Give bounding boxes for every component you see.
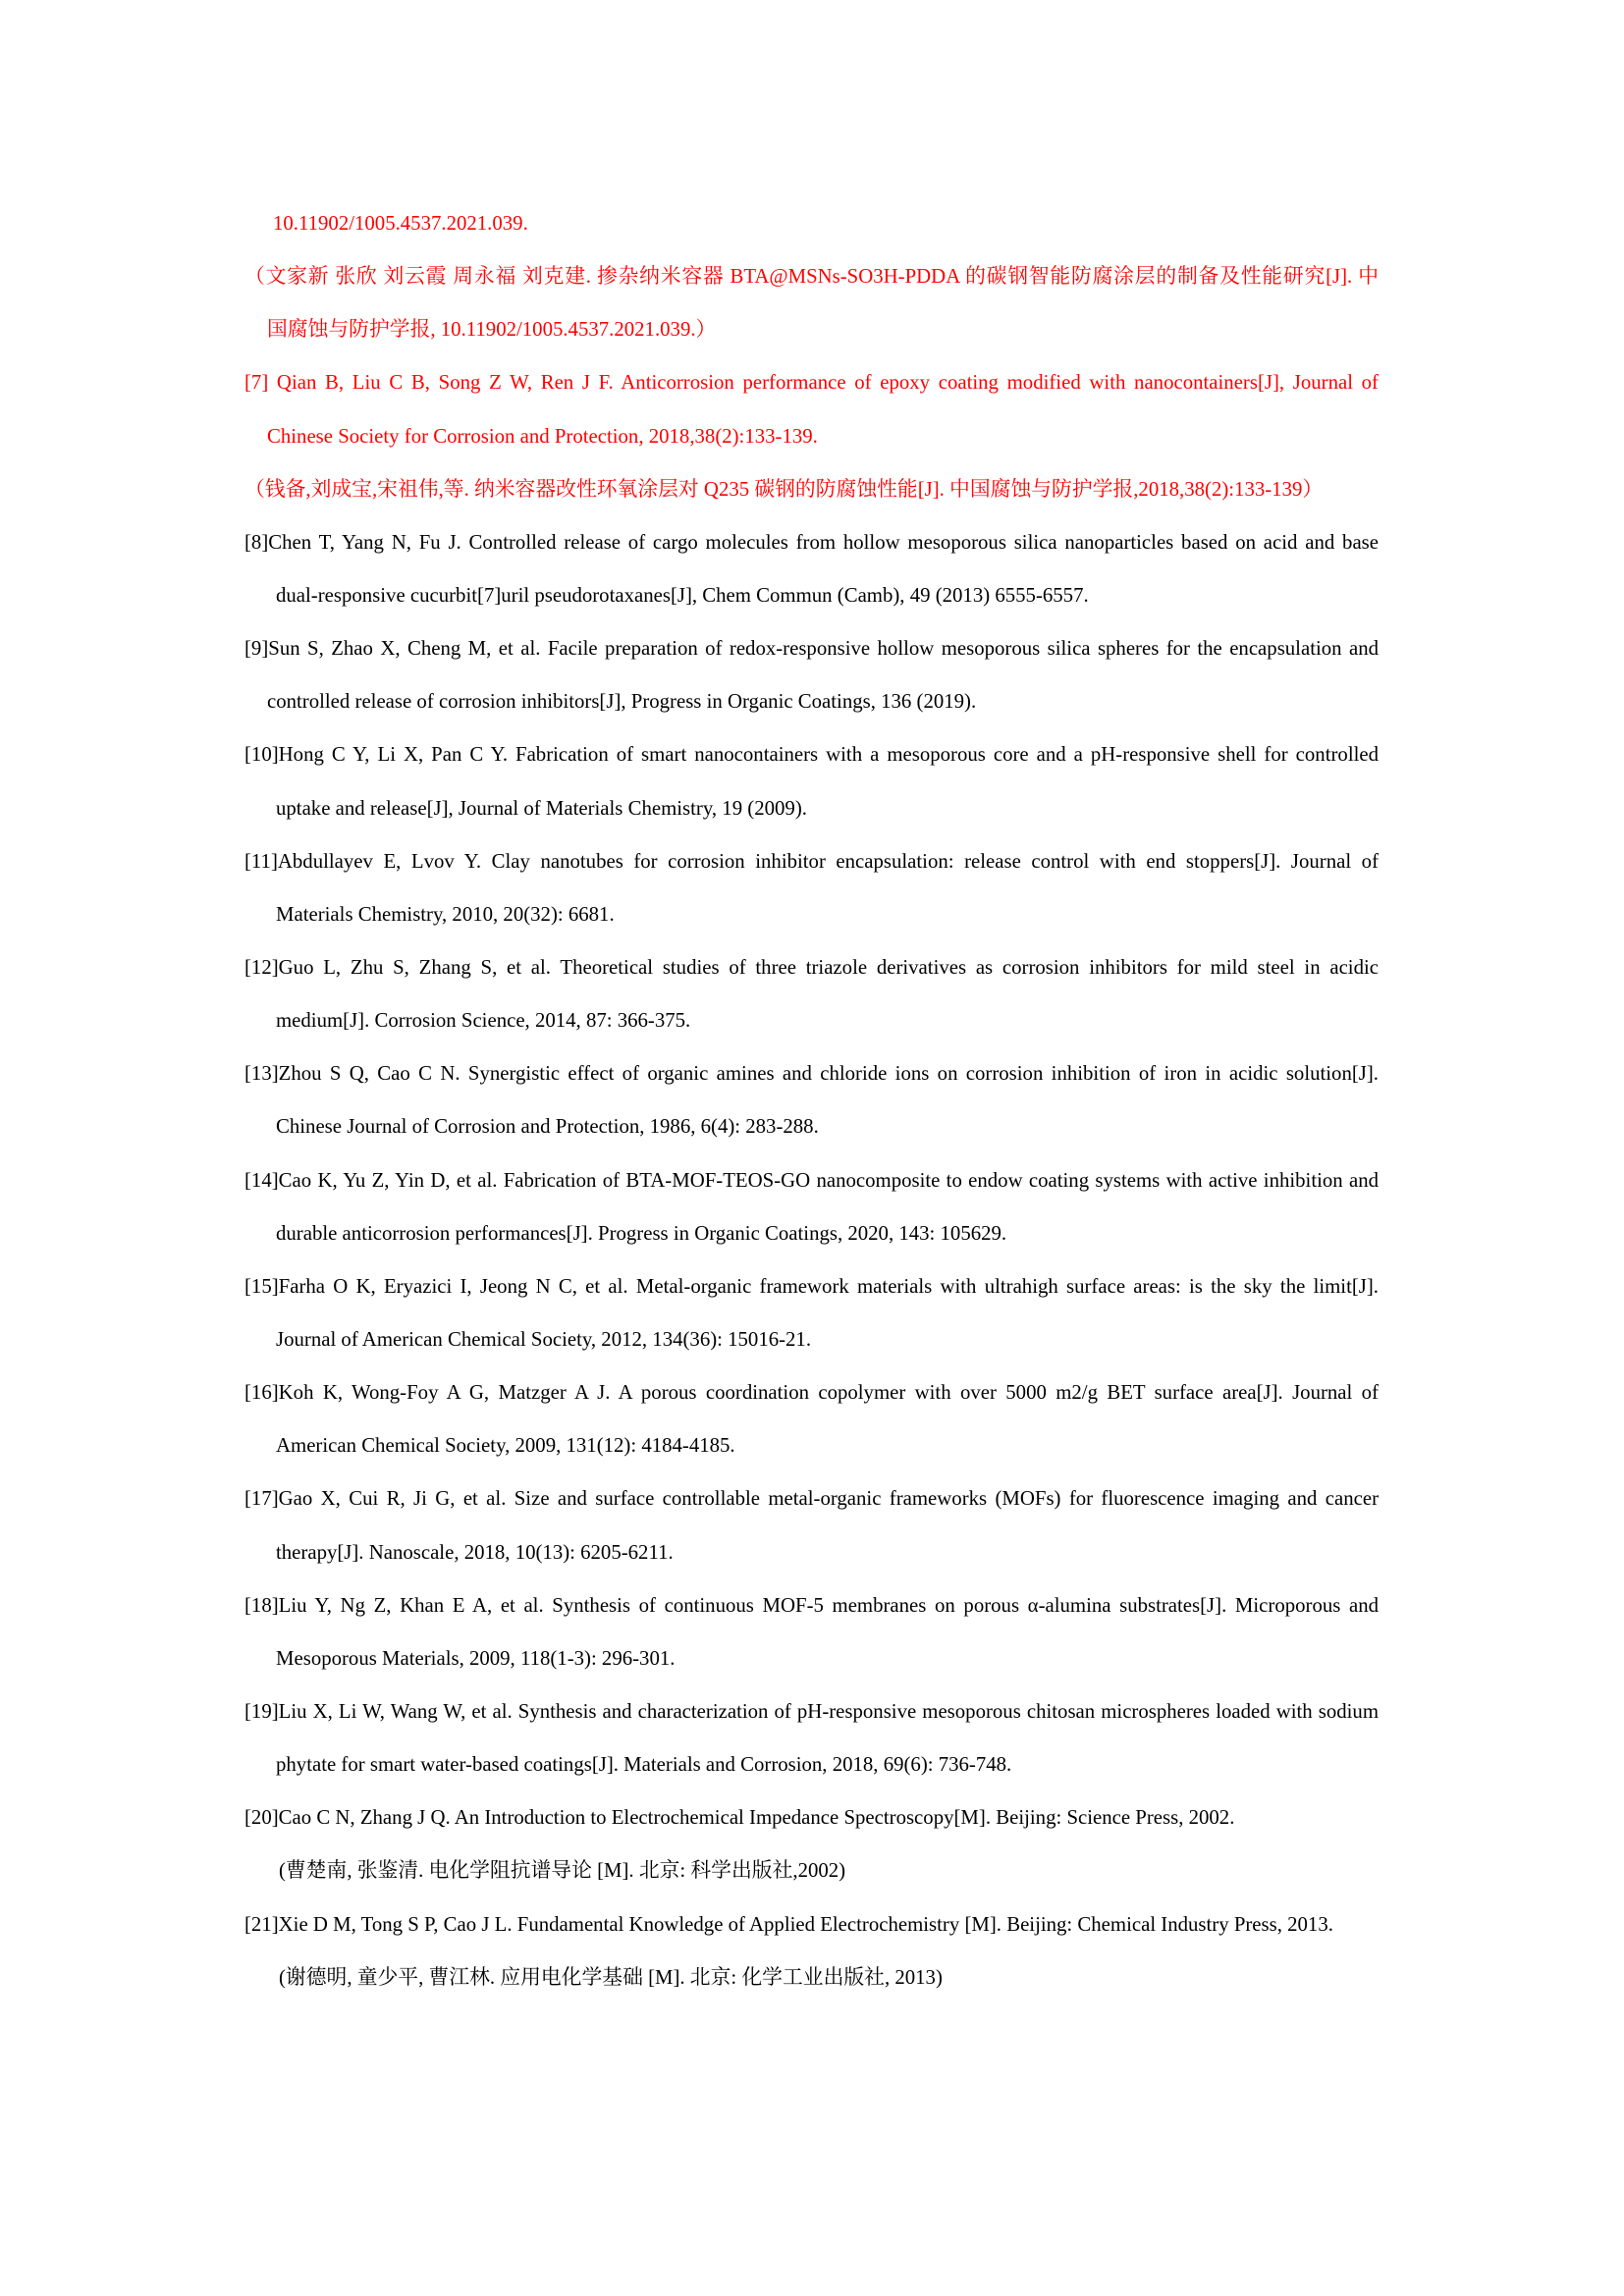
reference-line: [13]Zhou S Q, Cao C N. Synergistic effect of organic amines and chloride ions on corrosion inhibition of iron in acidic solution[J].	[244, 1062, 1379, 1086]
reference-list	[244, 197, 1379, 2004]
reference-entry-11	[244, 835, 1379, 941]
reference-line: durable anticorrosion performances[J]. Progress in Organic Coatings, 2020, 143: 105629.	[276, 1221, 1007, 1245]
reference-line: Journal of American Chemical Society, 2012, 134(36): 15016-21.	[276, 1327, 812, 1351]
reference-line: dual-responsive cucurbit[7]uril pseudorotaxanes[J], Chem Commun (Camb), 49 (2013) 6555-6557.	[276, 583, 1089, 607]
reference-entry-13	[244, 1047, 1379, 1153]
reference-entry-8	[244, 516, 1379, 622]
reference-line: [19]Liu X, Li W, Wang W, et al. Synthesis and characterization of pH-responsive mesoporous chitosan microspheres loaded with sodium	[244, 1699, 1379, 1723]
reference-line: [10]Hong C Y, Li X, Pan C Y. Fabrication of smart nanocontainers with a mesoporous core and a pH-responsive shell for controlled	[244, 743, 1379, 767]
reference-line: [12]Guo L, Zhu S, Zhang S, et al. Theoretical studies of three triazole derivatives as corrosion inhibitors for mild steel in acidic	[244, 955, 1379, 979]
reference-line: controlled release of corrosion inhibitors[J], Progress in Organic Coatings, 136 (2019).	[267, 690, 977, 714]
reference-line: Materials Chemistry, 2010, 20(32): 6681.	[276, 902, 615, 926]
reference-entry-14	[244, 1154, 1379, 1260]
reference-line: [15]Farha O K, Eryazici I, Jeong N C, et al. Metal-organic framework materials with ultrahigh surface areas: is the sky the limit[J].	[244, 1274, 1379, 1298]
reference-entry-12	[244, 941, 1379, 1047]
reference-entry-15	[244, 1260, 1379, 1366]
reference-entry-16	[244, 1366, 1379, 1472]
reference-line: Chinese Society for Corrosion and Protection, 2018,38(2):133-139.	[267, 424, 818, 448]
reference-line: [7] Qian B, Liu C B, Song Z W, Ren J F. Anticorrosion performance of epoxy coating modified with nanocontainers[J], Journal of	[244, 371, 1379, 395]
reference-entry-6-continued	[244, 197, 1379, 356]
reference-translation-line: (谢德明, 童少平, 曹江林. 应用电化学基础 [M]. 北京: 化学工业出版社, 2013)	[279, 1965, 943, 1989]
reference-line: [11]Abdullayev E, Lvov Y. Clay nanotubes for corrosion inhibitor encapsulation: release control with end stoppers[J]. Journal of	[244, 849, 1379, 873]
reference-entry-9	[244, 622, 1379, 728]
reference-translation-line: 国腐蚀与防护学报, 10.11902/1005.4537.2021.039.）	[267, 318, 717, 342]
reference-line: [8]Chen T, Yang N, Fu J. Controlled release of cargo molecules from hollow mesoporous silica nanoparticles based on acid and base	[244, 530, 1379, 554]
reference-line: American Chemical Society, 2009, 131(12): 4184-4185.	[276, 1434, 735, 1458]
reference-line: [18]Liu Y, Ng Z, Khan E A, et al. Synthesis of continuous MOF-5 membranes on porous α-alumina substrates[J]. Microporous and	[244, 1593, 1379, 1617]
reference-line: uptake and release[J], Journal of Materials Chemistry, 19 (2009).	[276, 796, 807, 820]
reference-line: therapy[J]. Nanoscale, 2018, 10(13): 6205-6211.	[276, 1540, 674, 1564]
reference-line: [16]Koh K, Wong-Foy A G, Matzger A J. A porous coordination copolymer with over 5000 m2/g BET surface area[J]. Journal of	[244, 1381, 1379, 1405]
reference-entry-18	[244, 1579, 1379, 1685]
reference-entry-7	[244, 356, 1379, 515]
reference-translation-line: （钱备,刘成宝,宋祖伟,等. 纳米容器改性环氧涂层对 Q235 碳钢的防腐蚀性能[J]. 中国腐蚀与防护学报,2018,38(2):133-139）	[244, 477, 1324, 501]
reference-translation-line: (曹楚南, 张鉴清. 电化学阻抗谱导论 [M]. 北京: 科学出版社,2002)	[279, 1859, 846, 1883]
reference-translation-line: （文家新 张欣 刘云霞 周永福 刘克建. 掺杂纳米容器 BTA@MSNs-SO3H-PDDA 的碳钢智能防腐涂层的制备及性能研究[J]. 中	[244, 265, 1379, 289]
reference-entry-20	[244, 1791, 1379, 1897]
reference-line: phytate for smart water-based coatings[J]. Materials and Corrosion, 2018, 69(6): 736-748.	[276, 1753, 1012, 1777]
reference-line: [14]Cao K, Yu Z, Yin D, et al. Fabrication of BTA-MOF-TEOS-GO nanocomposite to endow coating systems with active inhibition and	[244, 1168, 1379, 1192]
reference-entry-10	[244, 728, 1379, 834]
reference-line: [21]Xie D M, Tong S P, Cao J L. Fundamental Knowledge of Applied Electrochemistry [M]. Beijing: Chemical Industry Press, 2013.	[244, 1912, 1333, 1936]
reference-line: 10.11902/1005.4537.2021.039.	[273, 212, 528, 235]
reference-line: [20]Cao C N, Zhang J Q. An Introduction to Electrochemical Impedance Spectroscopy[M]. Beijing: Science Press, 2002.	[244, 1806, 1235, 1830]
reference-line: medium[J]. Corrosion Science, 2014, 87: 366-375.	[276, 1009, 691, 1033]
reference-entry-17	[244, 1472, 1379, 1578]
reference-line: Chinese Journal of Corrosion and Protection, 1986, 6(4): 283-288.	[276, 1115, 819, 1139]
reference-entry-19	[244, 1685, 1379, 1791]
reference-line: [9]Sun S, Zhao X, Cheng M, et al. Facile preparation of redox-responsive hollow mesoporous silica spheres for the encapsulation and	[244, 637, 1379, 661]
reference-entry-21	[244, 1898, 1379, 2004]
reference-line: Mesoporous Materials, 2009, 118(1-3): 296-301.	[276, 1646, 676, 1670]
reference-line: [17]Gao X, Cui R, Ji G, et al. Size and surface controllable metal-organic frameworks (MOFs) for fluorescence imaging and cancer	[244, 1487, 1379, 1511]
